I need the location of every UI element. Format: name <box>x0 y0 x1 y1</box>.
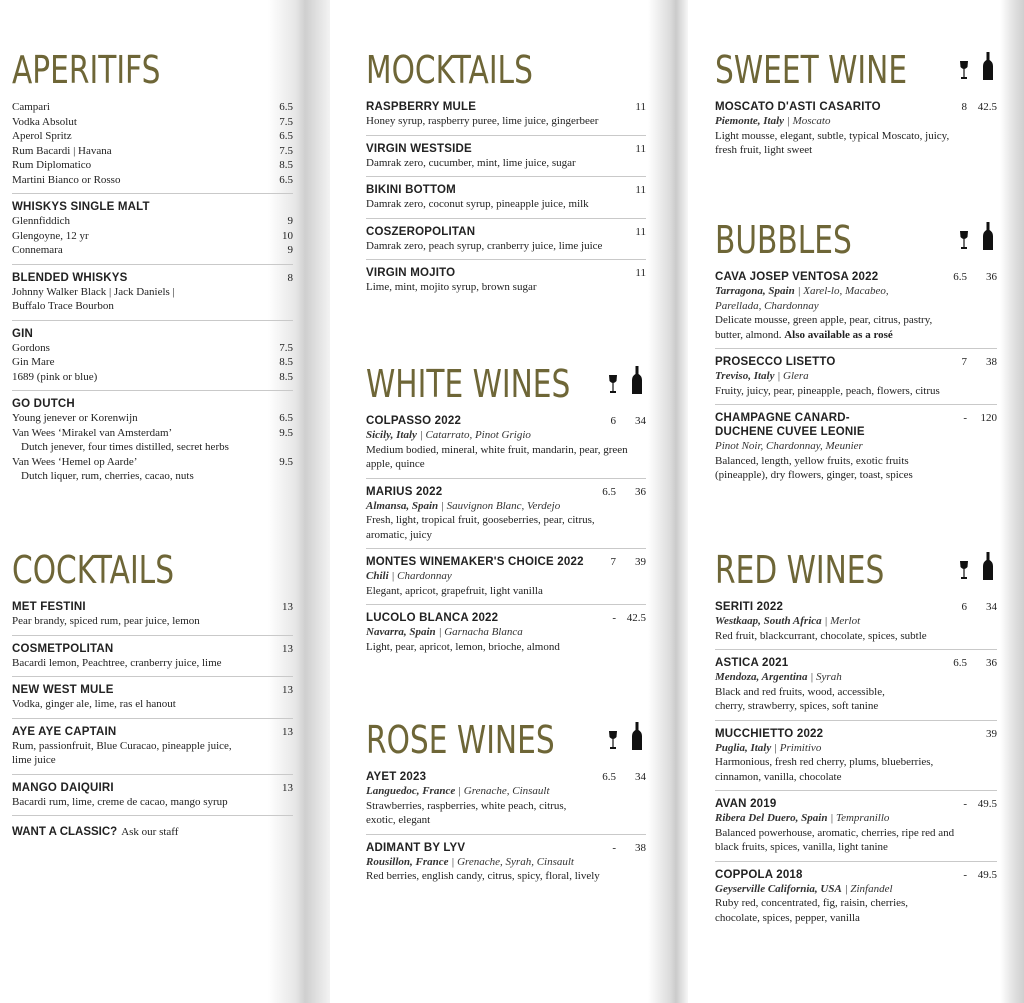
menu-row: Connemara 9 <box>12 244 293 256</box>
menu-item: RASPBERRY MULE 11 Honey syrup, raspberry puree, lime juice, gingerbeer <box>366 101 646 127</box>
wine-item: COPPOLA 2018 - 49.5 Geyserville California, USA | Zinfandel Ruby red, concentrated, fig, raisin, cherries, chocolate, spices, pepper, vanilla <box>715 861 997 932</box>
section-title: APERITIFS <box>12 48 161 92</box>
wine-glass-icon <box>608 374 618 394</box>
menu-row: Rum Diplomatico 8.5 <box>12 159 293 171</box>
wine-item: ADIMANT BY LYV - 38 Rousillon, France | Grenache, Syrah, Cinsault Red berries, english candy, citrus, spicy, floral, lively <box>366 834 646 890</box>
wine-glass-icon <box>959 560 969 580</box>
menu-row: Glengoyne, 12 yr 10 <box>12 229 293 242</box>
wine-item: CAVA JOSEP VENTOSA 2022 6.5 36 Tarragona, Spain | Xarel-lo, Macabeo, Parellada, Chardonnay Delicate mousse, green apple, pear, citrus, pastry, butter, almond. Also available as a rosé <box>715 271 997 341</box>
description: Buffalo Trace Bourbon <box>12 300 114 312</box>
menu-row: Rum Bacardi | Havana 7.5 <box>12 144 293 157</box>
price: 8 <box>287 271 293 284</box>
menu-row: Van Wees ‘Mirakel van Amsterdam’ 9.5 <box>12 426 293 439</box>
menu-row: Young jenever or Korenwijn 6.5 <box>12 412 293 424</box>
aperitifs-section <box>12 48 293 490</box>
wine-item: CHAMPAGNE CANARD-DUCHENE CUVEE LEONIE - 120 Pinot Noir, Chardonnay, Meunier Balanced, length, yellow fruits, exotic fruits (pineapple), dry flowers, ginger, toast, spices <box>715 404 997 489</box>
wine-bottle-icon <box>632 722 642 750</box>
group-title: BLENDED WHISKYS <box>12 271 128 284</box>
wine-bottle-icon <box>983 222 993 250</box>
menu-row: Van Wees ‘Hemel op Aarde’ 9.5 <box>12 455 293 468</box>
wine-item: COLPASSO 2022 6 34 Sicily, Italy | Catarrato, Pinot Grigio Medium bodied, mineral, white fruit, mandarin, pear, green apple, quince <box>366 415 646 470</box>
wine-glass-icon <box>959 60 969 80</box>
group-title: GO DUTCH <box>12 398 75 410</box>
rose-wines-section <box>366 718 646 890</box>
menu-item: VIRGIN WESTSIDE 11 Damrak zero, cucumber, mint, lime juice, sugar <box>366 135 646 177</box>
section-title: WHITE WINES <box>366 362 571 406</box>
section-title: ROSE WINES <box>366 718 555 762</box>
page-fold-shadow <box>648 0 688 1003</box>
menu-row: Glennfiddich 9 <box>12 215 293 227</box>
menu-row: Vodka Absolut 7.5 <box>12 115 293 128</box>
description: Johnny Walker Black | Jack Daniels | <box>12 285 175 298</box>
menu-item: BIKINI BOTTOM 11 Damrak zero, coconut syrup, pineapple juice, milk <box>366 176 646 218</box>
wine-bottle-icon <box>632 366 642 394</box>
gin-group <box>12 320 293 391</box>
menu-row-note: Dutch jenever, four times distilled, secret herbs <box>21 441 229 453</box>
whiskys-single-malt-group <box>12 193 293 264</box>
wine-glass-icon <box>959 230 969 250</box>
wine-item: ASTICA 2021 6.5 36 Mendoza, Argentina | Syrah Black and red fruits, wood, accessible, cherry, strawberry, spices, soft tanine <box>715 649 997 720</box>
menu-row: Martini Bianco or Rosso 6.5 <box>12 173 293 186</box>
page-fold-shadow <box>1000 0 1024 1003</box>
section-title: SWEET WINE <box>715 48 908 92</box>
section-title: MOCKTAILS <box>366 48 533 92</box>
menu-item: VIRGIN MOJITO 11 Lime, mint, mojito syrup, brown sugar <box>366 259 646 301</box>
wine-item: AYET 2023 6.5 34 Languedoc, France | Grenache, Cinsault Strawberries, raspberries, white peach, citrus, exotic, elegant <box>366 771 646 826</box>
sweet-wine-section <box>715 48 997 164</box>
menu-item: MET FESTINI 13 Pear brandy, spiced rum, pear juice, lemon <box>12 601 293 627</box>
wine-bottle-icon <box>983 52 993 80</box>
wine-item: MUCCHIETTO 2022 39 Puglia, Italy | Primitivo Harmonious, fresh red cherry, plums, blueberries, cinnamon, vanilla, chocolate <box>715 720 997 791</box>
menu-row: Aperol Spritz 6.5 <box>12 130 293 142</box>
menu-item: MANGO DAIQUIRI 13 Bacardi rum, lime, creme de cacao, mango syrup <box>12 774 293 816</box>
group-title: WHISKYS SINGLE MALT <box>12 201 150 213</box>
group-title: GIN <box>12 327 34 340</box>
want-a-classic: WANT A CLASSIC? Ask our staff <box>12 815 293 846</box>
section-title: RED WINES <box>715 548 885 592</box>
blended-whiskys-group <box>12 264 293 320</box>
menu-row: Gordons 7.5 <box>12 341 293 354</box>
bubbles-section <box>715 218 997 489</box>
go-dutch-group <box>12 390 293 490</box>
cocktails-section <box>12 548 293 846</box>
wine-item: PROSECCO LISETTO 7 38 Treviso, Italy | Glera Fruity, juicy, pear, pineapple, peach, flowers, citrus <box>715 348 997 404</box>
menu-item: COSZEROPOLITAN 11 Damrak zero, peach syrup, cranberry juice, lime juice <box>366 218 646 260</box>
wine-glass-icon <box>608 730 618 750</box>
white-wines-section <box>366 362 646 660</box>
wine-item: MOSCATO D'ASTI CASARITO 8 42.5 Piemonte, Italy | Moscato Light mousse, elegant, subtle, typical Moscato, juicy, fresh fruit, light sweet <box>715 101 997 156</box>
menu-row: Campari 6.5 <box>12 101 293 113</box>
menu-row: 1689 (pink or blue) 8.5 <box>12 370 293 383</box>
wine-item: SERITI 2022 6 34 Westkaap, South Africa | Merlot Red fruit, blackcurrant, chocolate, spices, subtle <box>715 601 997 642</box>
menu-row: Gin Mare 8.5 <box>12 356 293 368</box>
wine-item: MARIUS 2022 6.5 36 Almansa, Spain | Sauvignon Blanc, Verdejo Fresh, light, tropical fruit, gooseberries, pear, citrus, aromatic, juicy <box>366 478 646 549</box>
menu-item: AYE AYE CAPTAIN 13 Rum, passionfruit, Blue Curacao, pineapple juice, lime juice <box>12 718 293 774</box>
wine-item: LUCOLO BLANCA 2022 - 42.5 Navarra, Spain | Garnacha Blanca Light, pear, apricot, lemon, brioche, almond <box>366 604 646 660</box>
menu-item: NEW WEST MULE 13 Vodka, ginger ale, lime, ras el hanout <box>12 676 293 718</box>
menu-item: COSMETPOLITAN 13 Bacardi lemon, Peachtree, cranberry juice, lime <box>12 635 293 677</box>
mocktails-section <box>366 48 646 301</box>
wine-item: AVAN 2019 - 49.5 Ribera Del Duero, Spain | Tempranillo Balanced powerhouse, aromatic, cherries, ripe red and black fruits, spices, vanilla, light tanine <box>715 790 997 861</box>
section-title: COCKTAILS <box>12 548 175 592</box>
wine-item: MONTES WINEMAKER'S CHOICE 2022 7 39 Chili | Chardonnay Elegant, apricot, grapefruit, light vanilla <box>366 548 646 604</box>
red-wines-section <box>715 548 997 931</box>
wine-bottle-icon <box>983 552 993 580</box>
menu-row-note: Dutch liquer, rum, cherries, cacao, nuts <box>21 470 194 482</box>
section-title: BUBBLES <box>715 218 852 262</box>
